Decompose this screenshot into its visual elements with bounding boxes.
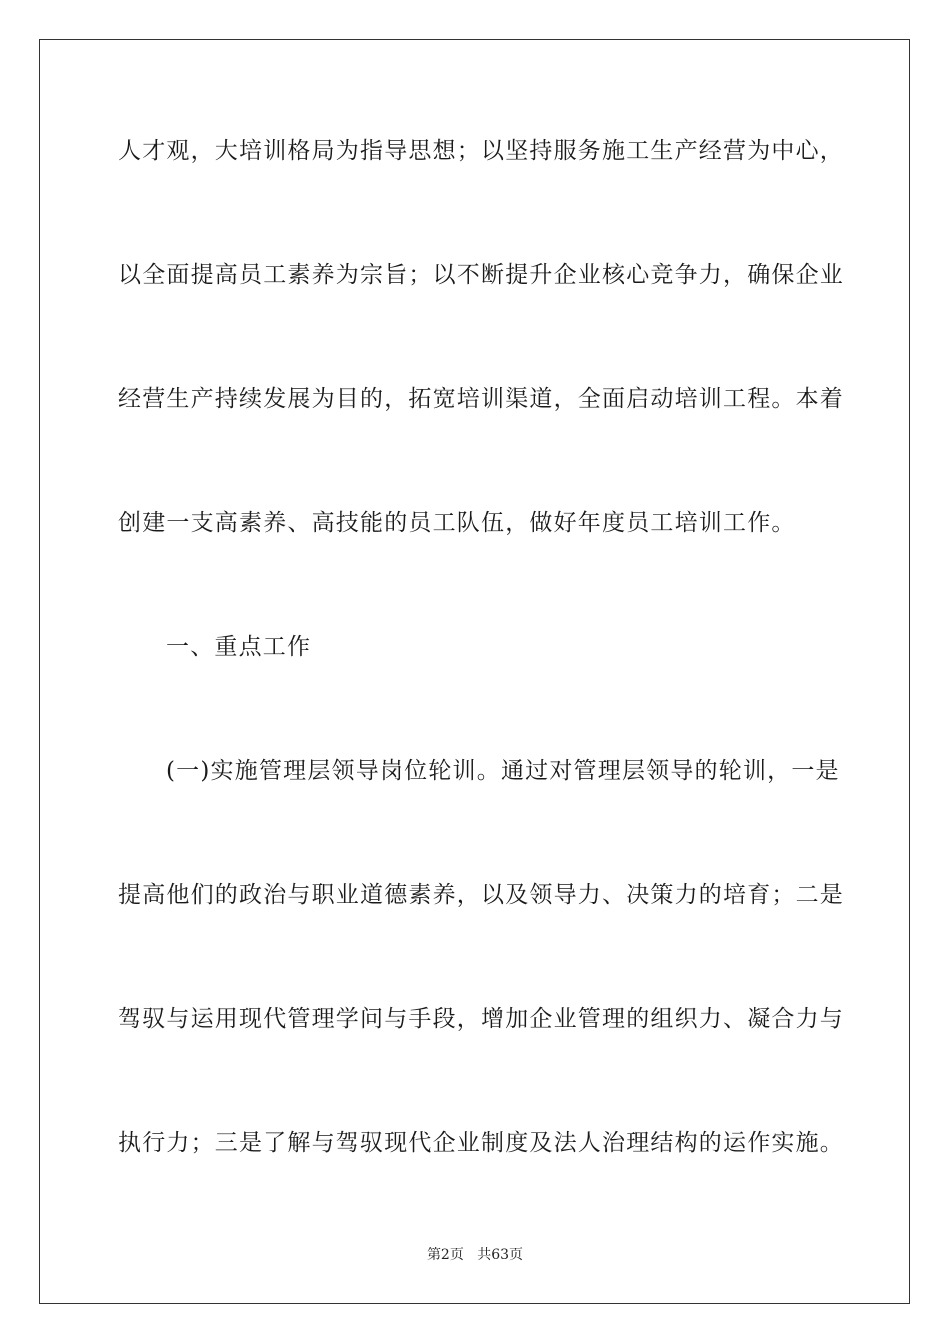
paragraph-line: 经营生产持续发展为目的，拓宽培训渠道，全面启动培训工程。本着 (118, 386, 844, 412)
page-footer (0, 1246, 950, 1264)
paragraph-line: 人才观，大培训格局为指导思想；以坚持服务施工生产经营为中心， (118, 138, 844, 164)
page-total: 共63页 (477, 1247, 524, 1263)
paragraph-line: 以全面提高员工素养为宗旨；以不断提升企业核心竞争力，确保企业 (118, 262, 844, 288)
paragraph-line: 创建一支高素养、高技能的员工队伍，做好年度员工培训工作。 (118, 510, 796, 536)
paragraph-line: 驾驭与运用现代管理学问与手段，增加企业管理的组织力、凝合力与 (118, 1006, 844, 1032)
section-heading: 一、重点工作 (166, 634, 312, 660)
paragraph-line: 提高他们的政治与职业道德素养，以及领导力、决策力的培育；二是 (118, 882, 844, 908)
paragraph-line: (一)实施管理层领导岗位轮训。通过对管理层领导的轮训，一是 (166, 758, 840, 784)
paragraph-line: 执行力；三是了解与驾驭现代企业制度及法人治理结构的运作实施。 (118, 1130, 844, 1156)
page-border (39, 39, 910, 1304)
page-number: 第2页 (426, 1247, 464, 1263)
